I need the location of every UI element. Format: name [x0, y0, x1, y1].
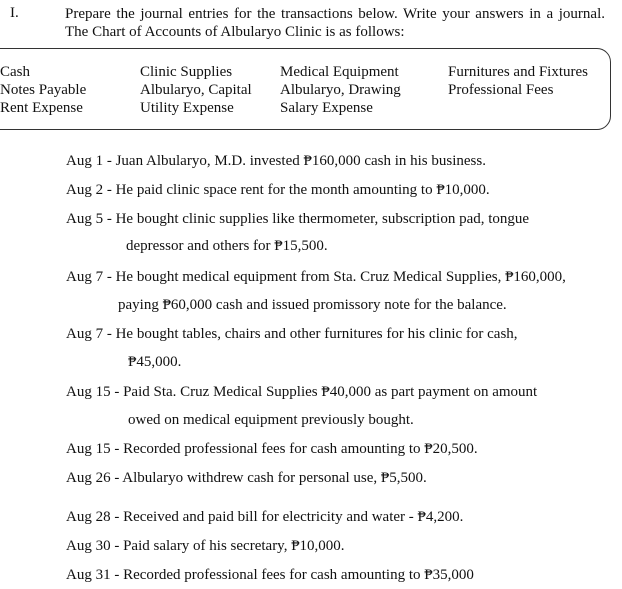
transaction-aug-5-cont: depressor and others for ₱15,500. — [126, 238, 328, 254]
transaction-aug-15-payment-cont: owed on medical equipment previously bought. — [128, 412, 414, 428]
transaction-aug-1: Aug 1 - Juan Albularyo, M.D. invested ₱160,000 cash in his business. — [66, 153, 486, 169]
transaction-aug-7-equipment: Aug 7 - He bought medical equipment from Sta. Cruz Medical Supplies, ₱160,000, — [66, 269, 566, 285]
transaction-aug-15-fees: Aug 15 - Recorded professional fees for cash amounting to ₱20,500. — [66, 441, 478, 457]
transaction-aug-2: Aug 2 - He paid clinic space rent for the month amounting to ₱10,000. — [66, 182, 490, 198]
section-number: I. — [10, 5, 19, 21]
account-clinic-supplies: Clinic Supplies — [140, 64, 233, 80]
account-notes-payable: Notes Payable — [0, 82, 87, 98]
account-furnitures-fixtures: Furnitures and Fixtures — [448, 64, 588, 80]
transaction-aug-15-payment: Aug 15 - Paid Sta. Cruz Medical Supplies ₱40,000 as part payment on amount — [66, 384, 538, 400]
transaction-aug-5: Aug 5 - He bought clinic supplies like thermometer, subscription pad, tongue — [66, 211, 530, 227]
coa-column-4 — [448, 63, 588, 99]
account-rent-expense: Rent Expense — [0, 100, 83, 116]
transaction-aug-7-equipment-cont: paying ₱60,000 cash and issued promissory note for the balance. — [118, 297, 507, 313]
instructions-text: Prepare the journal entries for the transactions below. Write your answers in a journal. The Chart of Accounts of Albularyo Clinic is as follows: — [65, 6, 605, 40]
account-salary-expense: Salary Expense — [280, 100, 373, 116]
account-medical-equipment: Medical Equipment — [280, 64, 399, 80]
account-utility-expense: Utility Expense — [140, 100, 234, 116]
transaction-aug-31: Aug 31 - Recorded professional fees for cash amounting to ₱35,000 — [66, 567, 474, 583]
account-capital: Albularyo, Capital — [140, 82, 252, 98]
account-professional-fees: Professional Fees — [448, 82, 554, 98]
transaction-aug-7-furniture-cont: ₱45,000. — [128, 354, 182, 370]
coa-column-1 — [0, 63, 86, 117]
transaction-aug-26: Aug 26 - Albularyo withdrew cash for personal use, ₱5,500. — [66, 470, 427, 486]
coa-column-2 — [140, 63, 252, 117]
transaction-aug-7-furniture: Aug 7 - He bought tables, chairs and other furnitures for his clinic for cash, — [66, 326, 518, 342]
account-drawing: Albularyo, Drawing — [280, 82, 401, 98]
transaction-aug-30: Aug 30 - Paid salary of his secretary, ₱10,000. — [66, 538, 345, 554]
coa-column-3 — [280, 63, 401, 117]
account-cash: Cash — [0, 64, 30, 80]
transaction-aug-28: Aug 28 - Received and paid bill for electricity and water - ₱4,200. — [66, 509, 464, 525]
